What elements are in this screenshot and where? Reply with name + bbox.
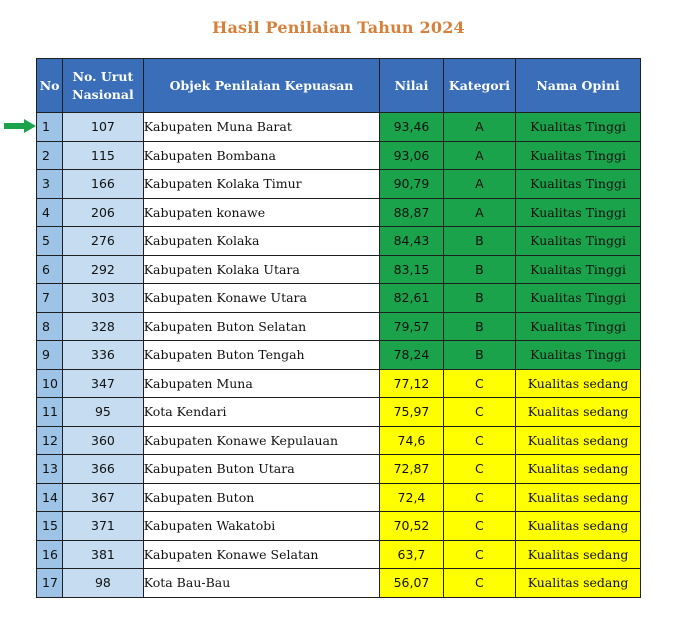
row-nilai: 83,15 (380, 255, 443, 284)
row-objek: Kabupaten Buton Selatan (143, 312, 380, 341)
row-kategori: B (443, 284, 515, 313)
row-nama-opini: Kualitas sedang (516, 483, 641, 512)
row-no-urut-nasional: 336 (63, 341, 144, 370)
row-kategori: A (443, 113, 515, 142)
row-objek: Kabupaten konawe (143, 198, 380, 227)
row-nilai: 90,79 (380, 170, 443, 199)
row-nilai: 70,52 (380, 512, 443, 541)
row-number: 1 (37, 113, 63, 142)
row-number: 9 (37, 341, 63, 370)
table-row (37, 284, 641, 313)
row-objek: Kabupaten Konawe Utara (143, 284, 380, 313)
row-number: 8 (37, 312, 63, 341)
row-number: 2 (37, 141, 63, 170)
row-nilai: 84,43 (380, 227, 443, 256)
row-nilai: 56,07 (380, 569, 443, 598)
row-nama-opini: Kualitas Tinggi (516, 170, 641, 199)
header-nama-opini: Nama Opini (516, 59, 641, 113)
row-no-urut-nasional: 303 (63, 284, 144, 313)
row-kategori: B (443, 255, 515, 284)
row-nama-opini: Kualitas sedang (516, 398, 641, 427)
row-nama-opini: Kualitas sedang (516, 569, 641, 598)
row-objek: Kabupaten Kolaka (143, 227, 380, 256)
row-objek: Kabupaten Buton Tengah (143, 341, 380, 370)
row-nilai: 72,87 (380, 455, 443, 484)
row-number: 7 (37, 284, 63, 313)
row-no-urut-nasional: 115 (63, 141, 144, 170)
row-nilai: 78,24 (380, 341, 443, 370)
table-row (37, 141, 641, 170)
row-kategori: C (443, 569, 515, 598)
row-nilai: 74,6 (380, 426, 443, 455)
row-nilai: 77,12 (380, 369, 443, 398)
row-nama-opini: Kualitas Tinggi (516, 312, 641, 341)
row-no-urut-nasional: 292 (63, 255, 144, 284)
table-row (37, 512, 641, 541)
row-kategori: A (443, 141, 515, 170)
table-row (37, 455, 641, 484)
row-number: 14 (37, 483, 63, 512)
row-objek: Kabupaten Konawe Kepulauan (143, 426, 380, 455)
row-number: 3 (37, 170, 63, 199)
row-no-urut-nasional: 381 (63, 540, 144, 569)
table-row (37, 312, 641, 341)
row-nilai: 93,46 (380, 113, 443, 142)
row-no-urut-nasional: 347 (63, 369, 144, 398)
row-kategori: B (443, 341, 515, 370)
row-objek: Kabupaten Kolaka Utara (143, 255, 380, 284)
header-nilai: Nilai (380, 59, 443, 113)
row-no-urut-nasional: 366 (63, 455, 144, 484)
table-row (37, 255, 641, 284)
table-row (37, 170, 641, 199)
row-number: 4 (37, 198, 63, 227)
row-nama-opini: Kualitas Tinggi (516, 341, 641, 370)
row-nilai: 72,4 (380, 483, 443, 512)
table-row (37, 483, 641, 512)
table-row (37, 426, 641, 455)
row-number: 17 (37, 569, 63, 598)
row-number: 5 (37, 227, 63, 256)
table-row (37, 569, 641, 598)
row-number: 12 (37, 426, 63, 455)
right-arrow-icon (4, 119, 36, 133)
row-no-urut-nasional: 95 (63, 398, 144, 427)
row-nama-opini: Kualitas Tinggi (516, 198, 641, 227)
table-row (37, 341, 641, 370)
row-nama-opini: Kualitas Tinggi (516, 284, 641, 313)
row-objek: Kabupaten Bombana (143, 141, 380, 170)
header-kategori: Kategori (443, 59, 515, 113)
row-objek: Kabupaten Wakatobi (143, 512, 380, 541)
row-kategori: B (443, 312, 515, 341)
row-nama-opini: Kualitas Tinggi (516, 227, 641, 256)
row-nilai: 63,7 (380, 540, 443, 569)
header-no: No (37, 59, 63, 113)
row-no-urut-nasional: 276 (63, 227, 144, 256)
table-row (37, 227, 641, 256)
row-no-urut-nasional: 328 (63, 312, 144, 341)
row-number: 15 (37, 512, 63, 541)
header-urut-line1: No. Urut (72, 68, 134, 84)
row-kategori: A (443, 170, 515, 199)
row-objek: Kabupaten Buton (143, 483, 380, 512)
row-objek: Kabupaten Muna Barat (143, 113, 380, 142)
row-kategori: A (443, 198, 515, 227)
row-objek: Kota Kendari (143, 398, 380, 427)
row-objek: Kota Bau-Bau (143, 569, 380, 598)
table-row (37, 540, 641, 569)
row-kategori: C (443, 512, 515, 541)
row-no-urut-nasional: 166 (63, 170, 144, 199)
row-nilai: 79,57 (380, 312, 443, 341)
header-urut-line2: Nasional (72, 86, 134, 102)
table-row (37, 113, 641, 142)
row-objek: Kabupaten Muna (143, 369, 380, 398)
row-number: 13 (37, 455, 63, 484)
row-objek: Kabupaten Kolaka Timur (143, 170, 380, 199)
table-header-row (37, 59, 641, 113)
row-nilai: 82,61 (380, 284, 443, 313)
row-nama-opini: Kualitas sedang (516, 540, 641, 569)
row-nama-opini: Kualitas sedang (516, 455, 641, 484)
row-no-urut-nasional: 371 (63, 512, 144, 541)
row-kategori: C (443, 369, 515, 398)
row-no-urut-nasional: 360 (63, 426, 144, 455)
table-row (37, 198, 641, 227)
row-nama-opini: Kualitas sedang (516, 369, 641, 398)
row-nama-opini: Kualitas sedang (516, 512, 641, 541)
header-objek: Objek Penilaian Kepuasan (143, 59, 380, 113)
row-kategori: C (443, 455, 515, 484)
row-nilai: 75,97 (380, 398, 443, 427)
header-no-urut-nasional (63, 59, 144, 113)
row-kategori: B (443, 227, 515, 256)
table-row (37, 398, 641, 427)
results-table (36, 58, 641, 598)
row-number: 11 (37, 398, 63, 427)
row-number: 16 (37, 540, 63, 569)
row-nama-opini: Kualitas Tinggi (516, 141, 641, 170)
row-nama-opini: Kualitas Tinggi (516, 255, 641, 284)
row-objek: Kabupaten Konawe Selatan (143, 540, 380, 569)
row-objek: Kabupaten Buton Utara (143, 455, 380, 484)
row-nilai: 88,87 (380, 198, 443, 227)
page-title: Hasil Penilaian Tahun 2024 (212, 18, 465, 37)
row-number: 10 (37, 369, 63, 398)
row-kategori: C (443, 540, 515, 569)
row-nama-opini: Kualitas sedang (516, 426, 641, 455)
table-row (37, 369, 641, 398)
row-nilai: 93,06 (380, 141, 443, 170)
row-nama-opini: Kualitas Tinggi (516, 113, 641, 142)
row-no-urut-nasional: 206 (63, 198, 144, 227)
row-kategori: C (443, 398, 515, 427)
row-no-urut-nasional: 107 (63, 113, 144, 142)
row-no-urut-nasional: 98 (63, 569, 144, 598)
table-body (37, 113, 641, 598)
row-number: 6 (37, 255, 63, 284)
row-kategori: C (443, 483, 515, 512)
row-no-urut-nasional: 367 (63, 483, 144, 512)
row-kategori: C (443, 426, 515, 455)
